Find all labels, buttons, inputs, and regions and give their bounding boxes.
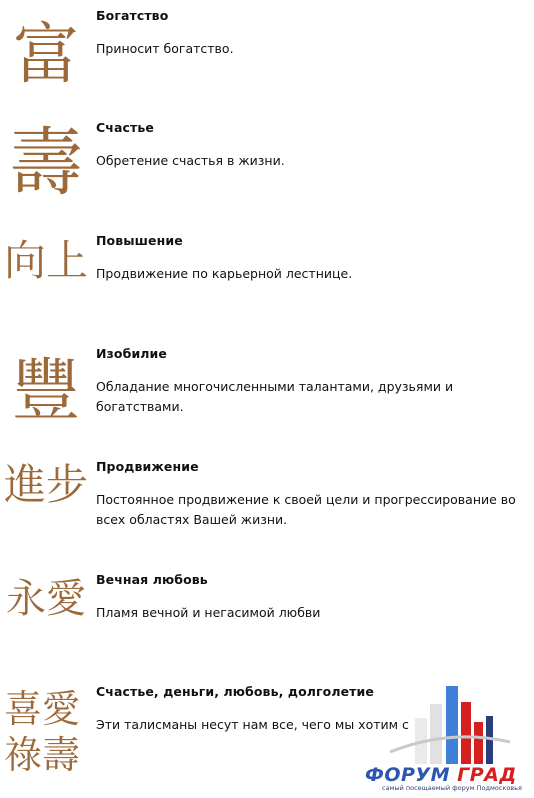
hieroglyph-eternal-love: 永愛 xyxy=(6,576,86,622)
item-title: Богатство xyxy=(96,8,169,23)
item-title: Изобилие xyxy=(96,346,167,361)
item-title: Счастье, деньги, любовь, долголетие xyxy=(96,684,374,699)
item-description: Обретение счастья в жизни. xyxy=(96,153,285,168)
hieroglyph-abundance: 豐 xyxy=(11,352,80,431)
hieroglyph-progress: 進步 xyxy=(3,460,88,509)
talisman-item xyxy=(0,120,534,220)
item-description: Приносит богатство. xyxy=(96,41,234,56)
item-title: Вечная любовь xyxy=(96,572,208,587)
talisman-item xyxy=(0,572,534,672)
item-description: Постоянное продвижение к своей цели и прогрессирование во всех областях Вашей жизни. xyxy=(96,492,516,527)
item-title: Повышение xyxy=(96,233,183,248)
watermark-tagline: самый посещаемый форум Подмосковья xyxy=(382,784,522,792)
talisman-item xyxy=(0,346,534,446)
item-title: Счастье xyxy=(96,120,154,135)
hieroglyph-wealth: 富 xyxy=(13,16,79,93)
item-description: Пламя вечной и негасимой любви xyxy=(96,605,321,620)
talisman-item xyxy=(0,459,534,559)
item-title: Продвижение xyxy=(96,459,199,474)
hieroglyph-four-blessings: 喜愛祿壽 xyxy=(3,687,80,777)
item-description: Эти талисманы несут нам все, чего мы хотим с xyxy=(96,717,409,732)
forum-grad-watermark xyxy=(360,680,534,794)
item-description: Обладание многочисленными талантами, друзьями и богатствами. xyxy=(96,379,454,414)
hieroglyph-happiness: 壽 xyxy=(9,120,83,206)
talisman-item xyxy=(0,8,534,108)
talisman-item xyxy=(0,233,534,333)
watermark-brand: ФОРУМ ГРАД xyxy=(365,764,517,786)
hieroglyph-promotion: 向上 xyxy=(3,236,88,285)
item-description: Продвижение по карьерной лестнице. xyxy=(96,266,353,281)
